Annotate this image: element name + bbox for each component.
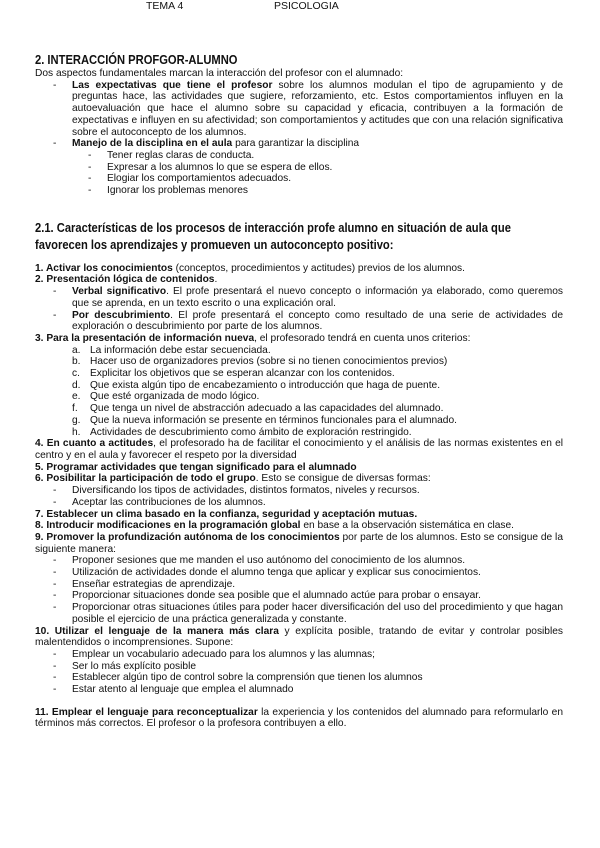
list-item: - Estar atento al lenguaje que emplea el alumnado — [35, 684, 563, 696]
point-11 — [35, 707, 563, 730]
item-letter: h. — [72, 426, 81, 438]
point-8 — [35, 520, 563, 532]
lettered-item — [35, 403, 563, 415]
lettered-item — [35, 356, 563, 368]
point-title: 3. Para la presentación de información nueva — [35, 332, 255, 344]
list-item-bold: Las expectativas que tiene el profesor — [72, 79, 273, 91]
point-text: . Esto se consigue de diversas formas: — [255, 473, 431, 485]
point-title: 10. Utilizar el lenguaje de la manera más clara — [35, 625, 279, 637]
item-text: Que esté organizada de modo lógico. — [90, 391, 260, 403]
point-6 — [35, 473, 563, 485]
lettered-item — [35, 368, 563, 380]
point-10 — [35, 626, 563, 649]
point-title: 11. Emplear el lenguaje para reconceptualizar — [35, 706, 258, 718]
list-item-text: para garantizar la disciplina — [232, 138, 360, 150]
point-text: , el profesorado ha de facilitar el conocimiento y el análisis de las normas existentes en el centro y en el aula y favorecer el respeto por la diversidad — [35, 438, 563, 461]
list-item-text: . El profe presentará el nuevo concepto o información ya elaborado, como queremos que se aprenda, en un texto escrito o una explicación oral. — [72, 286, 563, 309]
list-item-bold: Manejo de la disciplina en el aula — [72, 138, 233, 150]
sub-list-item: - Ignorar los problemas menores — [35, 185, 563, 197]
list-item-expectations — [35, 80, 563, 139]
lettered-item — [35, 427, 563, 439]
list-item: - Proporcionar otras situaciones útiles para poder hacer diversificación del uso del procedimiento y que hagan posible el ejercicio de una práctica generalizada y constante. — [35, 602, 563, 625]
point-title: 2. Presentación lógica de contenidos — [35, 274, 215, 286]
item-letter: b. — [72, 356, 81, 368]
item-letter: g. — [72, 414, 81, 426]
point-5 — [35, 462, 563, 474]
point-text: y explícita posible, tratando de evitar y controlar posibles malentendidos o incomprensiones. Supone: — [35, 625, 563, 649]
point-3 — [35, 333, 563, 345]
point-text: la experiencia y los contenidos del alumnado para reformularlo en términos más correctos. El profesor o la profesora contribuyen a ello. — [35, 706, 563, 730]
list-item-text: . El profe presentará el concepto como resultado de una serie de actividades de exploración o descubrimiento por parte de los alumnos. — [72, 309, 563, 333]
list-item-discipline — [35, 138, 563, 150]
item-text: Actividades de descubrimiento como ámbito de exploración restringido. — [90, 426, 412, 438]
list-item: - Proponer sesiones que me manden el uso autónomo del conocimiento de los alumnos. — [35, 555, 563, 567]
point-text: en base a la observación sistemática en clase. — [300, 520, 514, 532]
list-item: - Emplear un vocabulario adecuado para los alumnos y las alumnas; — [35, 649, 563, 661]
sub-list-item: - Elogiar los comportamientos adecuados. — [35, 173, 563, 185]
item-letter: c. — [72, 368, 80, 380]
list-item-text: sobre los alumnos modulan el tipo de agrupamiento y de preguntas hace, las actividades que sugiere, reforzamiento, etc. Estos comportamientos influyen en la autoevaluación que hace el alumno sobre su capacidad y eficacia, contribuyen a la formación de expectativas e influyen en su afectividad; son comportamientos y actitudes que con una relación significativa sobre el autoconcepto de los alumnos. — [72, 79, 563, 138]
list-item: - Establecer algún tipo de control sobre la comprensión que tienen los alumnos — [35, 672, 563, 684]
list-item: - Aceptar las contribuciones de los alumnos. — [35, 497, 563, 509]
point-7 — [35, 509, 563, 521]
point-text: . — [214, 274, 218, 286]
lettered-item — [35, 391, 563, 403]
point-text: , el profesorado tendrá en cuenta unos criterios: — [254, 332, 471, 344]
list-item: - Ser lo más explícito posible — [35, 661, 563, 673]
document-body — [35, 52, 563, 730]
point-title: 1. Activar los conocimientos — [35, 262, 173, 274]
list-item: - Diversificando los tipos de actividades, distintos formatos, niveles y recursos. — [35, 485, 563, 497]
item-text: Hacer uso de organizadores previos (sobre si no tienen conocimientos previos) — [90, 356, 448, 368]
point-title: 9. Promover la profundización autónoma de los conocimientos — [35, 531, 340, 543]
list-item-bold: Verbal significativo — [72, 286, 167, 298]
header-subject-number: TEMA 4 — [146, 0, 184, 12]
list-item-discovery — [35, 310, 563, 333]
point-text: (conceptos, procedimientos y actitudes) previos de los alumnos. — [172, 262, 465, 274]
header-subject-name: PSICOLOGIA — [274, 0, 339, 12]
point-text: por parte de los alumnos. Esto se consigue de la siguiente manera: — [35, 531, 563, 555]
item-letter: d. — [72, 379, 81, 391]
list-item: - Proporcionar situaciones donde sea posible que el alumnado actúe para probar o ensayar. — [35, 590, 563, 602]
lettered-item — [35, 380, 563, 392]
point-4 — [35, 438, 563, 461]
item-letter: a. — [72, 344, 81, 356]
item-text: La información debe estar secuenciada. — [90, 344, 271, 356]
list-item-bold: Por descubrimiento — [72, 309, 171, 321]
point-title: 6. Posibilitar la participación de todo el grupo — [35, 473, 256, 485]
point-1 — [35, 263, 563, 275]
point-title: 5. Programar actividades que tengan significado para el alumnado — [35, 461, 357, 473]
lettered-item — [35, 345, 563, 357]
item-letter: f. — [72, 403, 78, 415]
section-heading-characteristics: 2.1. Características de los procesos de interacción profe alumno en situación de aula que favorecen los aprendizajes y promueven un autoconcepto positivo: — [35, 219, 511, 252]
item-text: Que la nueva información se presente en términos funcionales para el alumnado. — [90, 414, 457, 426]
sub-list-item: - Tener reglas claras de conducta. — [35, 150, 563, 162]
item-letter: e. — [72, 391, 81, 403]
point-title: 8. Introducir modificaciones en la programación global — [35, 520, 301, 532]
point-title: 7. Establecer un clima basado en la confianza, seguridad y aceptación mutuas. — [35, 508, 418, 520]
sub-list-item: - Expresar a los alumnos lo que se espera de ellos. — [35, 162, 563, 174]
point-2 — [35, 274, 563, 286]
list-item-verbal — [35, 286, 563, 309]
list-item: - Utilización de actividades donde el alumno tenga que aplicar y explicar sus conocimientos. — [35, 567, 563, 579]
item-text: Explicitar los objetivos que se esperan alcanzar con los contenidos. — [90, 368, 395, 380]
item-text: Que exista algún tipo de encabezamiento o introducción que haga de puente. — [90, 379, 441, 391]
point-9 — [35, 532, 563, 555]
list-item: - Enseñar estrategias de aprendizaje. — [35, 579, 563, 591]
point-title: 4. En cuanto a actitudes — [35, 438, 154, 450]
section-heading-interaction: 2. INTERACCIÓN PROFGOR-ALUMNO — [35, 52, 238, 67]
item-text: Que tenga un nivel de abstracción adecuado a las capacidades del alumnado. — [90, 403, 444, 415]
section-intro: Dos aspectos fundamentales marcan la interacción del profesor con el alumnado: — [35, 68, 404, 79]
lettered-item — [35, 415, 563, 427]
